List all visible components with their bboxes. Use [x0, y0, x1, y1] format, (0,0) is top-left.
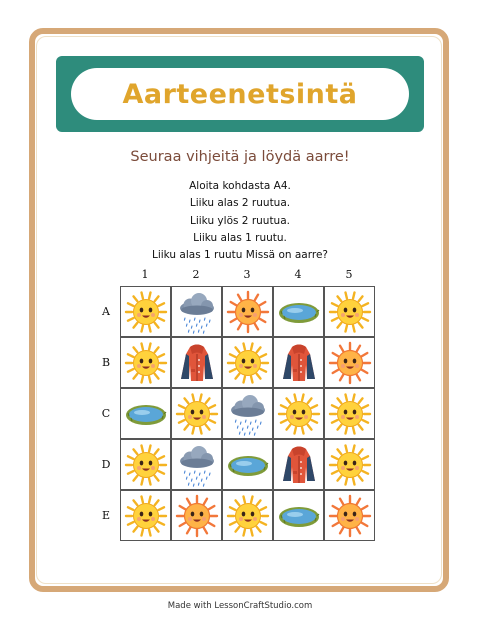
- raincoat-icon: [175, 341, 219, 385]
- grid-cell-D5: [324, 439, 375, 490]
- grid-cell-D3: [222, 439, 273, 490]
- instruction-line: Liiku alas 2 ruutua.: [189, 197, 291, 210]
- puddle-icon: [226, 443, 270, 487]
- sun-red-icon: [328, 341, 372, 385]
- row-label: A: [102, 305, 110, 318]
- sun-smile-icon: [124, 290, 168, 334]
- grid-cell-D4: [273, 439, 324, 490]
- grid-cell-A2: [171, 286, 222, 337]
- grid-cell-B2: [171, 337, 222, 388]
- grid-cell-E5: [324, 490, 375, 541]
- sun-smile-icon: [226, 494, 270, 538]
- grid-cell-E4: [273, 490, 324, 541]
- page-title: Aarteenetsintä: [122, 78, 358, 110]
- rain-cloud-icon: [175, 443, 219, 487]
- sun-smile-icon: [277, 392, 321, 436]
- grid-cell-C1: [120, 388, 171, 439]
- rain-cloud-icon: [226, 392, 270, 436]
- column-label: 5: [345, 268, 353, 281]
- row-label: E: [101, 509, 111, 522]
- puddle-icon: [124, 392, 168, 436]
- raincoat-icon: [277, 341, 321, 385]
- sun-smile-icon: [124, 443, 168, 487]
- sun-smile-icon: [226, 341, 270, 385]
- grid-cell-C3: [222, 388, 273, 439]
- grid-cell-E3: [222, 490, 273, 541]
- sun-smile-icon: [124, 494, 168, 538]
- grid-cell-D2: [171, 439, 222, 490]
- puddle-icon: [277, 290, 321, 334]
- instruction-line: Aloita kohdasta A4.: [189, 180, 291, 192]
- treasure-grid: [120, 286, 376, 543]
- column-label: 2: [192, 268, 200, 281]
- instructions: [0, 178, 480, 264]
- sun-red-icon: [175, 494, 219, 538]
- subtitle: Seuraa vihjeitä ja löydä aarre!: [130, 149, 350, 165]
- puddle-icon: [277, 494, 321, 538]
- grid-cell-C5: [324, 388, 375, 439]
- instruction-line: Liiku ylös 2 ruutua.: [190, 214, 290, 227]
- rain-cloud-icon: [175, 290, 219, 334]
- sun-smile-icon: [328, 392, 372, 436]
- footer-credit: Made with LessonCraftStudio.com: [167, 601, 313, 611]
- grid-cell-A1: [120, 286, 171, 337]
- column-label: 1: [141, 268, 149, 281]
- grid-cell-C4: [273, 388, 324, 439]
- grid-cell-B1: [120, 337, 171, 388]
- row-label: B: [101, 356, 111, 369]
- row-label: C: [101, 407, 111, 420]
- grid-cell-B5: [324, 337, 375, 388]
- grid-cell-A3: [222, 286, 273, 337]
- grid-cell-A4: [273, 286, 324, 337]
- title-pill: [71, 68, 409, 120]
- sun-red-icon: [226, 290, 270, 334]
- grid-cell-B3: [222, 337, 273, 388]
- grid-cell-C2: [171, 388, 222, 439]
- grid-cell-B4: [273, 337, 324, 388]
- grid-cell-E1: [120, 490, 171, 541]
- column-label: 3: [243, 268, 251, 281]
- sun-smile-icon: [328, 443, 372, 487]
- grid-cell-D1: [120, 439, 171, 490]
- instruction-line: Liiku alas 1 ruutu Missä on aarre?: [151, 249, 328, 262]
- grid-cell-E2: [171, 490, 222, 541]
- grid-cell-A5: [324, 286, 375, 337]
- row-label: D: [101, 458, 111, 471]
- instruction-line: Liiku alas 1 ruutu.: [193, 231, 287, 244]
- sun-smile-icon: [175, 392, 219, 436]
- sun-smile-icon: [124, 341, 168, 385]
- sun-smile-icon: [328, 290, 372, 334]
- raincoat-icon: [277, 443, 321, 487]
- sun-red-icon: [328, 494, 372, 538]
- column-label: 4: [294, 268, 302, 281]
